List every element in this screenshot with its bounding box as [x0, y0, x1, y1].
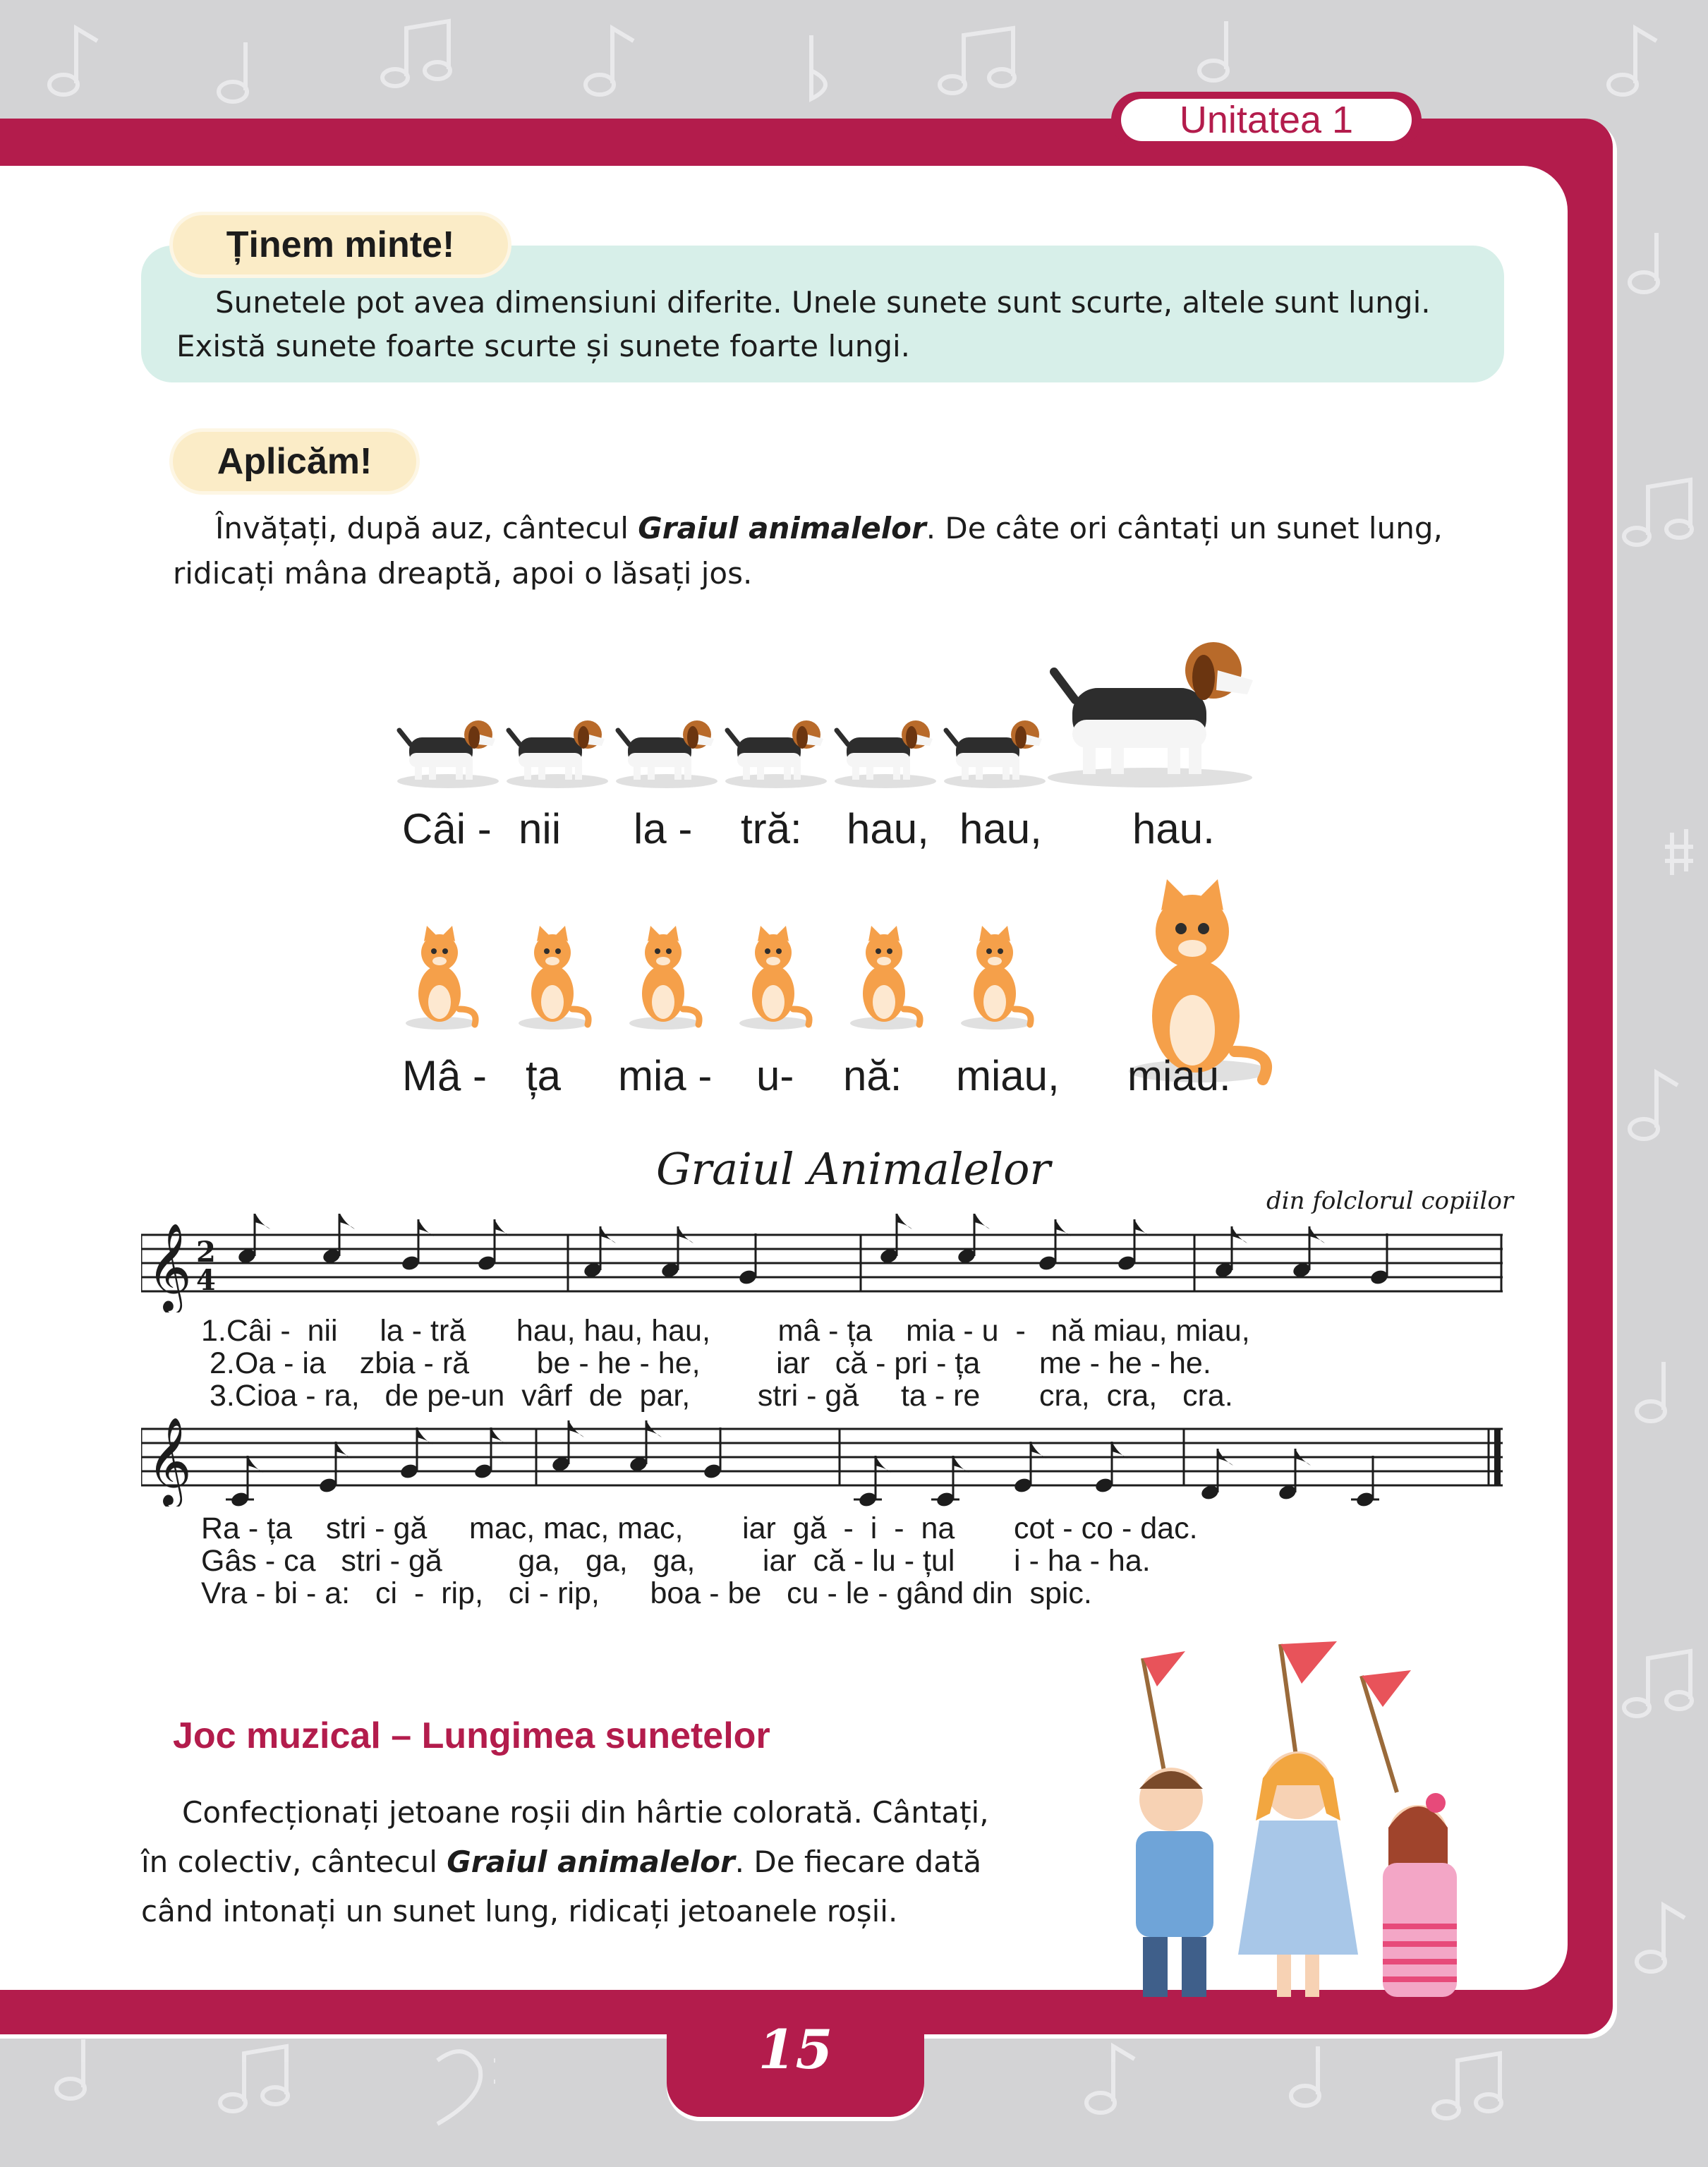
quarter-note-icon: [1637, 1362, 1665, 1421]
cat-syllable: miau,: [956, 1052, 1060, 1099]
verse-1-line-1: 1.Câi - nii la - tră hau, hau, hau, mâ - ța mia - u - nă miau, miau,: [201, 1314, 1250, 1348]
eighth-note: [322, 1214, 355, 1265]
cat-syllable: nă:: [843, 1052, 902, 1099]
staff-line-2: [141, 1408, 1503, 1507]
quarter-note-icon: [56, 2039, 85, 2099]
game-text-line2: [141, 1840, 981, 1884]
eighth-note: [957, 1214, 990, 1265]
beamed-notes-icon: [940, 28, 1014, 93]
eighth-note-icon: [1637, 1905, 1685, 1972]
cat-icon: [739, 926, 810, 1030]
cat-syllable: miau.: [1127, 1052, 1231, 1099]
dog-syllable: hau.: [1132, 805, 1215, 852]
apply-label: Aplicăm!: [173, 432, 416, 491]
quarter-note: [1351, 1456, 1379, 1507]
apply-song-name: Graiul animalelor: [638, 511, 926, 545]
dog-icon: [507, 720, 608, 788]
dog-icon: [835, 720, 936, 788]
verse-2-line-1: 2.Oa - ia zbia - ră be - he - he, iar că - pri - ța me - he - he.: [209, 1346, 1211, 1380]
verse-1-line-2: Ra - ța stri - gă mac, mac, mac, iar gă - i - na cot - co - dac.: [201, 1511, 1198, 1545]
remember-text-line2: Există sunete foarte scurte și sunete foarte lungi.: [176, 329, 911, 363]
eighth-note: [226, 1456, 263, 1507]
flat-icon: [811, 35, 825, 99]
eighth-note-icon: [586, 28, 634, 95]
cat-icon: [629, 926, 700, 1030]
dog-syllable: hau,: [847, 805, 929, 852]
cat-icon: [519, 926, 589, 1030]
game-text-line3: când intonați un sunet lung, ridicați jetoanele roșii.: [141, 1894, 898, 1928]
beamed-notes-icon: [1624, 480, 1692, 545]
remember-text-line1: Sunetele pot avea dimensiuni diferite. Unele sunete sunt scurte, altele sunt lungi.: [215, 285, 1431, 320]
dog-syllable: la -: [634, 805, 693, 852]
verse-3-line-2: Vra - bi - a: ci - rip, ci - rip, boa - be cu - le - gând din spic.: [201, 1576, 1092, 1610]
boy-figure: [1136, 1768, 1213, 1997]
treble-clef-icon: 𝄞: [147, 1223, 192, 1311]
dog-syllable: hau,: [959, 805, 1042, 852]
quarter-note-icon: [219, 42, 247, 102]
unit-badge: [1111, 92, 1422, 148]
bass-clef-icon: [437, 2051, 495, 2124]
time-signature-bottom: 4: [196, 1264, 216, 1297]
treble-clef-icon: 𝄞: [147, 1417, 192, 1505]
children-with-flags-illustration: [1086, 1630, 1510, 1997]
quarter-note-icon: [1630, 233, 1658, 292]
dog-icon: [944, 720, 1046, 788]
cat-icon: [406, 926, 476, 1030]
verse-2-line-2: Gâs - ca stri - gă ga, ga, ga, iar că - lu - țul i - ha - ha.: [201, 1544, 1151, 1578]
staff-line-1: [141, 1214, 1503, 1312]
eighth-note: [879, 1214, 912, 1265]
dog-syllable: nii: [519, 805, 562, 852]
red-flag-icon: [1362, 1670, 1411, 1792]
page-number-tab: [667, 2004, 924, 2117]
eighth-note-icon: [1609, 28, 1656, 95]
quarter-note: [703, 1427, 723, 1480]
cat-icon: [850, 926, 921, 1030]
apply-text-line1: [215, 507, 1443, 550]
apply-text-pre: Învățați, după auz, cântecul: [215, 511, 638, 545]
cat-syllable: u-: [756, 1052, 794, 1099]
apply-text-post: . De câte ori cântați un sunet lung,: [926, 511, 1443, 545]
girl-figure: [1238, 1751, 1358, 1997]
cat-icon: [961, 926, 1031, 1030]
red-flag-icon: [1143, 1651, 1185, 1771]
game-song-name: Graiul animalelor: [447, 1845, 735, 1879]
unit-label: Unitatea 1: [1121, 99, 1412, 141]
game-text-pre: în colectiv, cântecul: [141, 1845, 447, 1879]
dog-icon: [725, 720, 827, 788]
quarter-note: [1369, 1233, 1390, 1286]
dog-syllable: tră:: [741, 805, 802, 852]
cats-row: [395, 910, 1072, 1037]
game-text-line1: Confecționați jetoane roșii din hârtie colorată. Cântați,: [182, 1795, 989, 1830]
eighth-note-icon: [1630, 1073, 1678, 1139]
song-source: din folclorul copiilor: [1266, 1187, 1514, 1215]
game-text-post: . De fiecare dată: [734, 1845, 982, 1879]
final-barline: [1494, 1429, 1501, 1485]
eighth-note-icon: [1086, 2046, 1134, 2113]
beamed-notes-icon: [1624, 1651, 1692, 1716]
eighth-note-icon: [49, 28, 97, 95]
quarter-note-icon: [1291, 2046, 1319, 2106]
notes-group-2: [226, 1420, 1379, 1507]
beamed-notes-icon: [382, 21, 450, 86]
apply-text-line2: ridicați mâna dreaptă, apoi o lăsați jos.: [173, 556, 753, 591]
cat-syllable: mia -: [618, 1052, 713, 1099]
verse-3-line-1: 3.Cioa - ra, de pe-un vârf de par, stri - gă ta - re cra, cra, cra.: [209, 1379, 1233, 1413]
game-title: Joc muzical – Lungimea sunetelor: [173, 1715, 770, 1756]
big-dog-icon: [1044, 621, 1270, 790]
page-number: 15: [758, 2018, 833, 2081]
song-title: Graiul Animalelor: [656, 1143, 1051, 1195]
cat-syllable: ța: [526, 1052, 562, 1099]
remember-label: Ținem minte!: [173, 215, 508, 274]
dog-icon: [616, 720, 717, 788]
dog-syllable: Câi -: [402, 805, 492, 852]
beamed-notes-icon: [1434, 2053, 1501, 2118]
red-flag-icon: [1280, 1641, 1337, 1771]
quarter-note-icon: [1199, 21, 1228, 80]
cat-syllable: Mâ -: [402, 1052, 487, 1099]
eighth-note: [237, 1214, 270, 1265]
dog-icon: [397, 720, 499, 788]
eighth-note: [931, 1456, 969, 1507]
girl-figure: [1383, 1793, 1457, 1997]
eighth-note: [854, 1456, 891, 1507]
sharp-icon: [1665, 829, 1693, 875]
time-signature-top: 2: [196, 1236, 216, 1269]
beamed-notes-icon: [220, 2046, 288, 2111]
quarter-note: [738, 1233, 758, 1286]
